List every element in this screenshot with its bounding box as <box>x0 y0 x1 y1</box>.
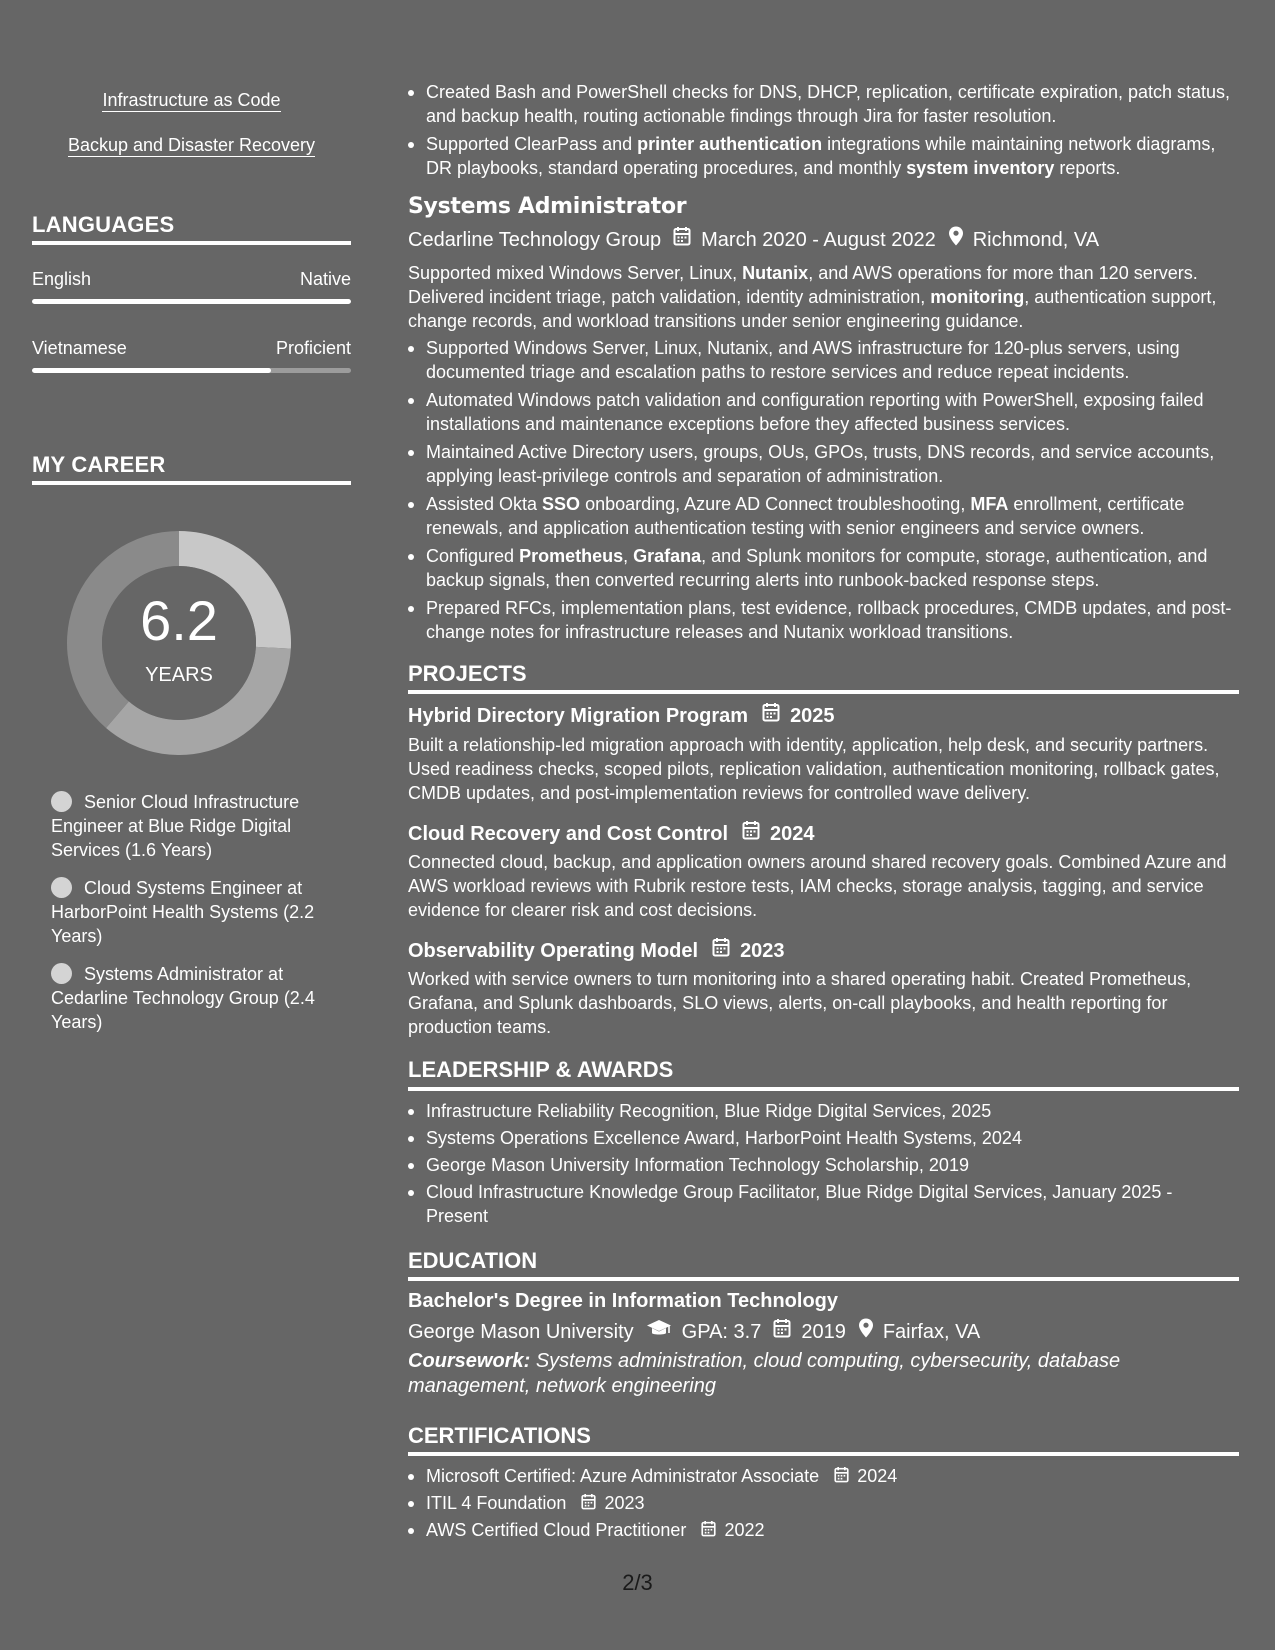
summary-text: , authentication support, change records, and workload transitions under senior engineering guidance. <box>408 287 1217 331</box>
project-title <box>408 702 1239 729</box>
job-bullet <box>408 492 1239 540</box>
languages-rule <box>32 241 351 245</box>
calendar-icon <box>712 937 730 964</box>
career-dot-icon <box>51 791 72 812</box>
career-dot-icon <box>51 963 72 984</box>
summary-bold-text: monitoring <box>930 287 1025 307</box>
project-year: 2025 <box>790 704 835 727</box>
language-name: English <box>32 269 92 289</box>
bullet-text: Created Bash and PowerShell checks for DNS, DHCP, replication, certificate expiration, patch status, and backup health, routing actionable findings through Jira for faster resolution. <box>426 82 1231 126</box>
skill-label: Backup and Disaster Recovery <box>67 135 316 155</box>
project-year: 2024 <box>770 822 815 845</box>
bullet-text: , and Splunk monitors for compute, storage, authentication, and backup signals, then converted recurring alerts into runbook-backed response steps. <box>426 546 1208 590</box>
certification-name: AWS Certified Cloud Practitioner <box>426 1520 687 1540</box>
page-number: 2/3 <box>622 1570 653 1595</box>
language-name: Vietnamese <box>32 338 127 358</box>
job-company: Cedarline Technology Group <box>408 228 662 251</box>
language-level: Native <box>299 269 351 289</box>
calendar-icon <box>773 1318 791 1345</box>
skill-item <box>32 88 351 112</box>
certification-item <box>408 1518 1239 1543</box>
career-heading: MY CAREER <box>32 452 166 477</box>
career-donut-chart <box>67 531 291 755</box>
certification-item <box>408 1491 1239 1516</box>
job-bullet <box>408 336 1239 384</box>
language-level: Proficient <box>275 338 351 358</box>
degree-title <box>408 1288 1239 1314</box>
project-name: Cloud Recovery and Cost Control <box>408 822 729 845</box>
coursework-text: Systems administration, cloud computing, cybersecurity, database management, network engineering <box>408 1350 1121 1397</box>
career-list-item <box>32 876 351 948</box>
career-years-unit: YEARS <box>145 664 213 686</box>
project-description: Connected cloud, backup, and application owners around shared recovery goals. Combined Azure and AWS workload reviews with Rubrik restore tests, IAM checks, storage analysis, tagging, and service evidence for clearer risk and cost decisions. <box>408 852 1227 920</box>
job-dates: March 2020 - August 2022 <box>701 228 936 251</box>
bullet-bold-text: printer authentication <box>637 134 823 154</box>
project-title <box>408 937 1239 964</box>
degree-name: Bachelor's Degree in Information Technology <box>408 1290 839 1312</box>
career-years-value: 6.2 <box>140 589 218 652</box>
language-row <box>32 337 351 359</box>
bullet-text: Assisted Okta <box>426 494 543 514</box>
awards-rule <box>408 1087 1239 1091</box>
gpa: GPA: 3.7 <box>681 1320 762 1343</box>
school-name: George Mason University <box>408 1320 634 1343</box>
bullet-bold-text: Prometheus <box>519 546 624 566</box>
project-year: 2023 <box>740 939 785 962</box>
graduation-cap-icon <box>646 1318 672 1345</box>
languages-heading: LANGUAGES <box>32 212 175 237</box>
education-rule <box>408 1277 1239 1281</box>
bullet-bold-text: SSO <box>542 494 581 514</box>
calendar-icon <box>581 1492 596 1516</box>
project-description: Worked with service owners to turn monitoring into a shared operating habit. Created Prometheus, Grafana, and Splunk dashboards, SLO views, alerts, on-call playbooks, and health reporting for production teams. <box>408 969 1192 1037</box>
awards-heading: LEADERSHIP & AWARDS <box>408 1057 674 1082</box>
language-bar <box>32 299 351 304</box>
career-rule <box>32 481 351 485</box>
summary-bold-text: Nutanix <box>742 263 809 283</box>
bullet-text: Maintained Active Directory users, groups, OUs, GPOs, trusts, DNS records, and service accounts, applying least-privilege controls and separation of administration. <box>426 442 1215 486</box>
language-bar <box>32 368 351 373</box>
certification-year: 2023 <box>604 1493 645 1513</box>
language-bar-fill <box>32 368 271 373</box>
education-location: Fairfax, VA <box>882 1320 981 1343</box>
certifications-heading: CERTIFICATIONS <box>408 1423 591 1448</box>
award-item: George Mason University Information Technology Scholarship, 2019 <box>408 1153 1239 1177</box>
calendar-icon <box>673 226 691 253</box>
job-bullet <box>408 596 1239 644</box>
coursework-label: Coursework: <box>408 1350 531 1372</box>
project-description: Built a relationship-led migration approach with identity, application, help desk, and security partners. Used readiness checks, scoped pilots, replication validation, authentication monitoring, rollback gates, CMDB updates, and post-implementation reviews for controlled wave delivery. <box>408 735 1220 803</box>
projects-heading: PROJECTS <box>408 661 527 686</box>
project-name: Observability Operating Model <box>408 939 699 962</box>
experience-bullet <box>408 80 1239 128</box>
award-item: Infrastructure Reliability Recognition, Blue Ridge Digital Services, 2025 <box>408 1099 1239 1123</box>
certification-item <box>408 1464 1239 1489</box>
job-meta <box>408 226 1239 253</box>
bullet-text: onboarding, Azure AD Connect troubleshooting, <box>580 494 971 514</box>
bullet-text: integrations while maintaining network diagrams, DR playbooks, standard operating procedures, and monthly <box>426 134 1216 178</box>
career-item-text: Systems Administrator at Cedarline Technology Group (2.4 Years) <box>51 964 315 1032</box>
bullet-text: , <box>623 546 634 566</box>
award-item: Systems Operations Excellence Award, HarborPoint Health Systems, 2024 <box>408 1126 1239 1150</box>
education-heading: EDUCATION <box>408 1248 538 1273</box>
bullet-text: Supported ClearPass and <box>426 134 638 154</box>
language-bar-fill <box>32 299 351 304</box>
skill-item <box>32 133 351 157</box>
bullet-text: Configured <box>426 546 520 566</box>
project-name: Hybrid Directory Migration Program <box>408 704 749 727</box>
calendar-icon <box>762 702 780 729</box>
map-pin-icon <box>948 226 964 253</box>
career-list-item <box>32 962 351 1034</box>
summary-text: , and AWS operations for more than 120 servers. Delivered incident triage, patch validation, identity administration, <box>408 263 1198 307</box>
job-bullet <box>408 440 1239 488</box>
education-meta <box>408 1318 1239 1345</box>
bullet-text: Automated Windows patch validation and configuration reporting with PowerShell, exposing failed installations and maintenance exceptions before they affected business services. <box>426 390 1204 434</box>
career-item-text: Cloud Systems Engineer at HarborPoint Health Systems (2.2 Years) <box>51 878 315 946</box>
calendar-icon <box>834 1465 849 1489</box>
project-title <box>408 820 1239 847</box>
certification-name: ITIL 4 Foundation <box>426 1493 567 1513</box>
job-bullet <box>408 388 1239 436</box>
career-dot-icon <box>51 877 72 898</box>
projects-rule <box>408 690 1239 694</box>
bullet-bold-text: Grafana <box>633 546 702 566</box>
certification-year: 2024 <box>857 1466 898 1486</box>
bullet-bold-text: system inventory <box>906 158 1055 178</box>
certification-name: Microsoft Certified: Azure Administrator Associate <box>426 1466 820 1486</box>
bullet-bold-text: MFA <box>970 494 1009 514</box>
career-item-text: Senior Cloud Infrastructure Engineer at Blue Ridge Digital Services (1.6 Years) <box>51 792 300 860</box>
award-item: Cloud Infrastructure Knowledge Group Facilitator, Blue Ridge Digital Services, January 2025 - Present <box>408 1180 1239 1228</box>
job-bullet <box>408 544 1239 592</box>
career-list-item <box>32 790 351 862</box>
certification-year: 2022 <box>724 1520 765 1540</box>
job-summary <box>408 261 1239 333</box>
calendar-icon <box>701 1519 716 1543</box>
language-row <box>32 268 351 290</box>
bullet-text: enrollment, certificate renewals, and application authentication testing with senior engineers and service owners. <box>426 494 1185 538</box>
job-location: Richmond, VA <box>972 228 1100 251</box>
map-pin-icon <box>858 1318 874 1345</box>
certifications-rule <box>408 1452 1239 1456</box>
summary-text: Supported mixed Windows Server, Linux, <box>408 263 743 283</box>
job-title: Systems Administrator <box>408 194 687 219</box>
graduation-year: 2019 <box>801 1320 846 1343</box>
bullet-text: Prepared RFCs, implementation plans, test evidence, rollback procedures, CMDB updates, and post-change notes for infrastructure releases and Nutanix workload transitions. <box>426 598 1232 642</box>
skill-label: Infrastructure as Code <box>102 90 281 110</box>
experience-bullet <box>408 132 1239 180</box>
coursework <box>408 1349 1239 1399</box>
bullet-text: Supported Windows Server, Linux, Nutanix, and AWS infrastructure for 120-plus servers, using documented triage and escalation paths to restore services and reduce repeat incidents. <box>426 338 1180 382</box>
bullet-text: reports. <box>1054 158 1121 178</box>
calendar-icon <box>742 820 760 847</box>
